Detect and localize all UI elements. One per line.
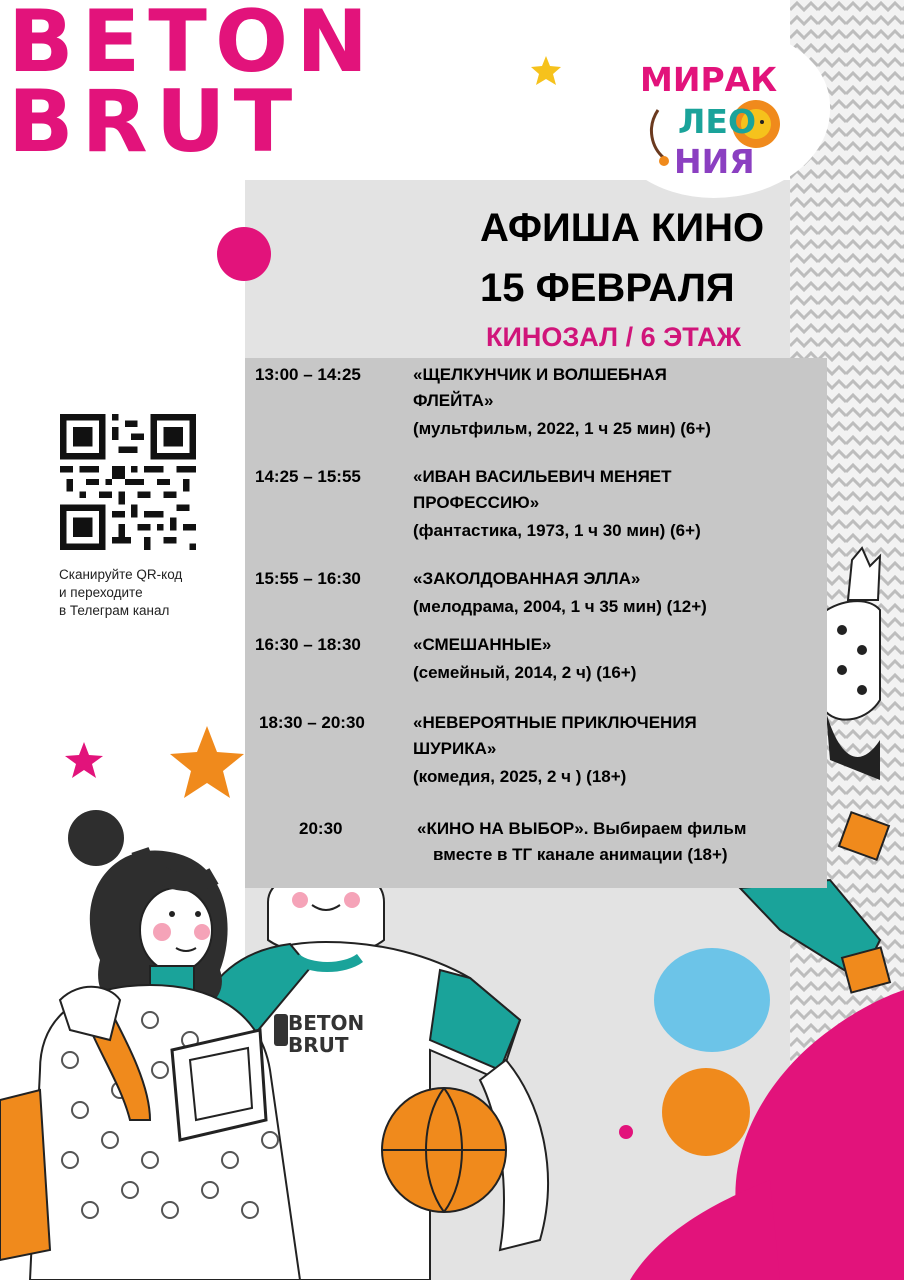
film-title: «НЕВЕРОЯТНЫЕ ПРИКЛЮЧЕНИЯ [413,713,697,732]
film-details: вместе в ТГ канале анимации (18+) [433,845,728,864]
film-title: ПРОФЕССИЮ» [413,493,540,512]
shirt-logo-line-1: BETON [288,1011,365,1035]
poster-title: АФИША КИНО [480,206,765,250]
film-title: «СМЕШАННЫЕ» [413,635,552,654]
film-details: (семейный, 2014, 2 ч) (16+) [413,663,637,682]
schedule-time: 18:30 – 20:30 [259,713,365,732]
schedule-time: 16:30 – 18:30 [255,635,361,654]
film-details: (комедия, 2025, 2 ч ) (18+) [413,767,627,786]
brand-line-2: BRUT [8,72,301,172]
film-title: ФЛЕЙТА» [413,391,494,410]
partner-logo-line-3: НИЯ [674,142,755,181]
qr-code[interactable] [60,413,196,551]
schedule-time: 20:30 [299,819,343,838]
yellow-star-icon [531,56,561,85]
shirt-logo [288,1012,364,1056]
qr-caption-line: и переходите [59,585,143,600]
partner-logo-line-1 [640,60,777,99]
orange-star-icon [170,726,244,798]
shirt-logo-line-2: BRUT [288,1033,349,1057]
partner-logo-text-1: МИРАК [640,60,778,99]
qr-caption [59,566,182,620]
film-title: «ИВАН ВАСИЛЬЕВИЧ МЕНЯЕТ [413,467,672,486]
partner-logo [606,28,830,198]
film-title: «ЩЕЛКУНЧИК И ВОЛШЕБНАЯ [413,365,667,384]
film-details: (фантастика, 1973, 1 ч 30 мин) (6+) [413,521,701,540]
poster-date: 15 ФЕВРАЛЯ [480,266,735,310]
film-title: «КИНО НА ВЫБОР». Выбираем фильм [417,819,747,838]
schedule-time: 13:00 – 14:25 [255,365,361,384]
magenta-dot [217,227,271,281]
film-title: «ЗАКОЛДОВАННАЯ ЭЛЛА» [413,569,641,588]
film-title: ШУРИКА» [413,739,497,758]
partner-logo-line-2: ЛЕО [678,102,757,141]
brand-line-1: BETON [8,0,377,92]
film-details: (мультфильм, 2022, 1 ч 25 мин) (6+) [413,419,711,438]
qr-caption-line: Сканируйте QR-код [59,567,183,582]
schedule-time: 15:55 – 16:30 [255,569,361,588]
magenta-star-icon [65,742,103,778]
qr-caption-line: в Телеграм канал [59,603,170,618]
hall-label: КИНОЗАЛ / 6 ЭТАЖ [486,322,741,352]
schedule-time: 14:25 – 15:55 [255,467,361,486]
schedule-table [245,358,827,888]
film-details: (мелодрама, 2004, 1 ч 35 мин) (12+) [413,597,707,616]
